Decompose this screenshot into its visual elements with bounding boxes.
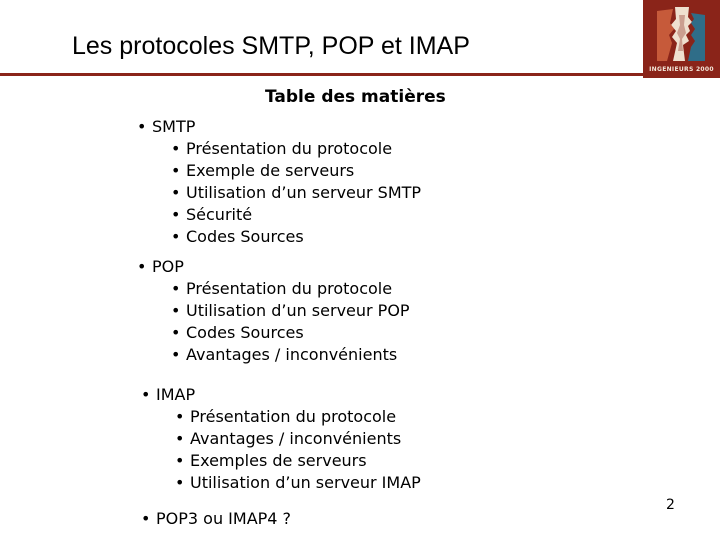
bullet: •: [137, 257, 147, 276]
section-heading: [137, 116, 421, 138]
toc-item: [141, 450, 421, 472]
toc-item-label: Avantages / inconvénients: [186, 345, 398, 364]
bullet: •: [141, 385, 151, 404]
toc-item: [137, 204, 421, 226]
toc-item-label: Exemples de serveurs: [190, 451, 367, 470]
toc-item: [141, 428, 421, 450]
page-number: 2: [666, 497, 675, 513]
toc-item: [141, 406, 421, 428]
closing-item-label: POP3 ou IMAP4 ?: [156, 509, 292, 528]
bullet: •: [171, 139, 181, 158]
toc-item: [137, 138, 421, 160]
toc-item: [137, 322, 410, 344]
toc-item: [137, 300, 410, 322]
closing-item: [141, 508, 291, 530]
bullet: •: [175, 473, 185, 492]
logo-text: INGENIEURS 2000: [649, 66, 714, 73]
toc-item-label: Avantages / inconvénients: [190, 429, 402, 448]
bullet: •: [171, 161, 181, 180]
section-title: IMAP: [156, 385, 196, 404]
bullet: •: [171, 345, 181, 364]
toc-item-label: Utilisation d’un serveur POP: [186, 301, 410, 320]
toc-item-label: Codes Sources: [186, 227, 304, 246]
section-title: POP: [152, 257, 184, 276]
toc-item-label: Utilisation d’un serveur IMAP: [190, 473, 421, 492]
toc-item-label: Exemple de serveurs: [186, 161, 355, 180]
toc-item: [137, 160, 421, 182]
toc-section-imap: [141, 384, 421, 494]
bullet: •: [171, 183, 181, 202]
toc-item-label: Présentation du protocole: [186, 139, 393, 158]
toc-section-smtp: [137, 116, 421, 248]
toc-heading: Table des matières: [265, 87, 446, 107]
toc-closing: [141, 508, 291, 530]
toc-item-label: Présentation du protocole: [186, 279, 393, 298]
logo: [643, 0, 720, 78]
toc-item-label: Sécurité: [186, 205, 253, 224]
toc-item-label: Présentation du protocole: [190, 407, 397, 426]
section-title: SMTP: [152, 117, 196, 136]
bullet: •: [175, 451, 185, 470]
bullet: •: [175, 429, 185, 448]
section-heading: [137, 256, 410, 278]
bullet: •: [171, 301, 181, 320]
toc-section-pop: [137, 256, 410, 366]
bullet: •: [171, 323, 181, 342]
title-underline: [0, 73, 720, 76]
toc-item: [137, 344, 410, 366]
toc-item: [137, 278, 410, 300]
bullet: •: [171, 227, 181, 246]
bullet: •: [171, 279, 181, 298]
toc-item: [137, 226, 421, 248]
toc-item-label: Utilisation d’un serveur SMTP: [186, 183, 422, 202]
bullet: •: [137, 117, 147, 136]
bullet: •: [175, 407, 185, 426]
slide-title: Les protocoles SMTP, POP et IMAP: [72, 32, 470, 60]
section-heading: [141, 384, 421, 406]
logo-faces-icon: [655, 5, 707, 63]
toc-item-label: Codes Sources: [186, 323, 304, 342]
bullet: •: [171, 205, 181, 224]
toc-item: [137, 182, 421, 204]
toc-item: [141, 472, 421, 494]
bullet: •: [141, 509, 151, 528]
